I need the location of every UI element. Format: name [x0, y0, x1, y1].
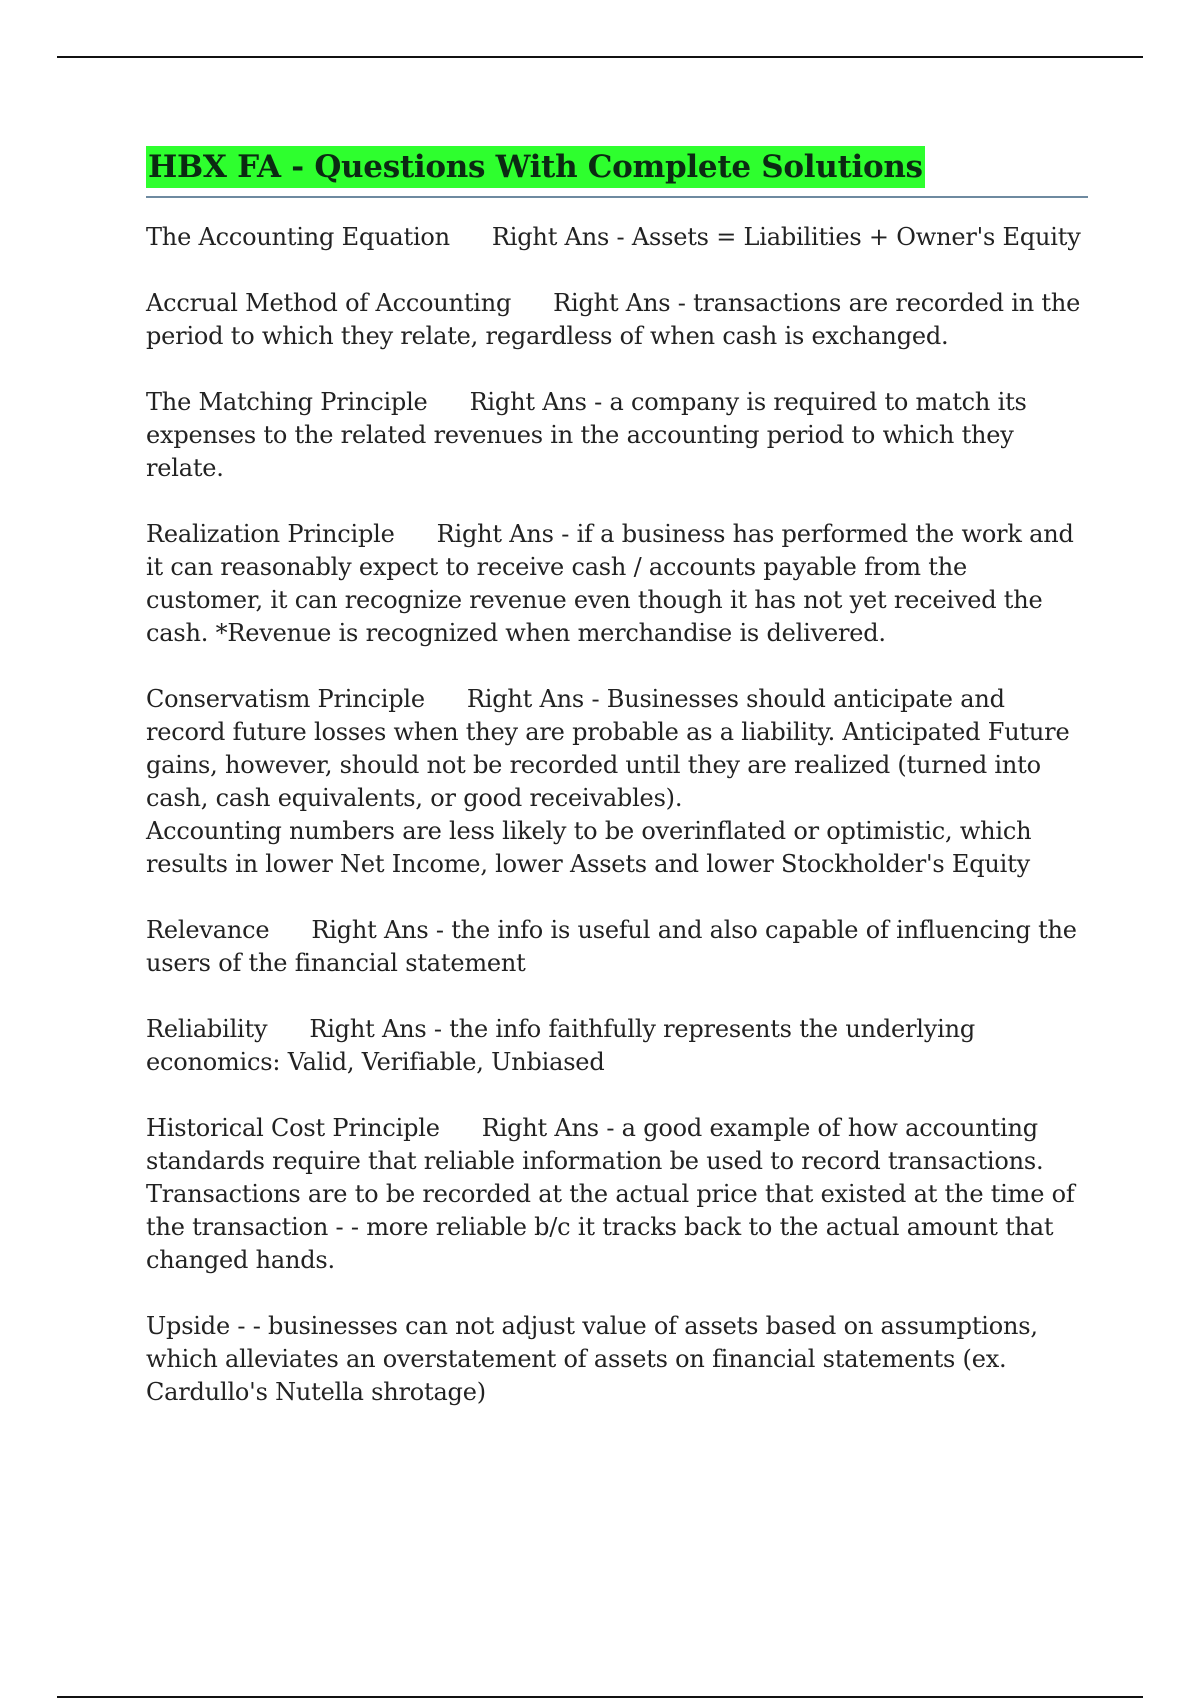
entry-term: The Accounting Equation [146, 223, 450, 251]
entry-answer: Right Ans - Assets = Liabilities + Owner's Equity [491, 223, 1081, 251]
document-title: HBX FA - Questions With Complete Solutions [146, 146, 925, 188]
closing-paragraph: Upside - - businesses can not adjust value of assets based on assumptions, which alleviates an overstatement of assets on financial statements (ex. Cardullo's Nutella shrotage) [146, 1312, 1038, 1406]
entry-answer: Right Ans - a company is required to match its expenses to the related revenues in the accounting period to which they relate. [146, 388, 1027, 482]
entry-accounting-equation [146, 221, 1088, 254]
entry-term: Reliability [146, 1015, 268, 1043]
entry-answer: Right Ans - transactions are recorded in the period to which they relate, regardless of when cash is exchanged. [146, 289, 1081, 350]
entry-answer: Right Ans - Businesses should anticipate and record future losses when they are probable as a liability. Anticipated Future gains, however, should not be recorded until they are realized (turned into cash, cash equivalents, or good receivables). [146, 685, 1070, 812]
entry-conservatism-principle [146, 683, 1088, 815]
entry-relevance [146, 914, 1088, 980]
footer-rule [57, 1696, 1143, 1698]
title-block [146, 146, 1088, 198]
entry-term: Realization Principle [146, 520, 395, 548]
entry-term: The Matching Principle [146, 388, 428, 416]
document-body [146, 146, 1088, 1442]
entry-conservatism-continuation: Accounting numbers are less likely to be overinflated or optimistic, which results in lower Net Income, lower Assets and lower Stockholder's Equity [146, 817, 1032, 878]
entry-reliability [146, 1013, 1088, 1079]
entry-term: Accrual Method of Accounting [146, 289, 512, 317]
entry-answer: Right Ans - if a business has performed the work and it can reasonably expect to receive cash / accounts payable from the customer, it can recognize revenue even though it has not yet received the cash. *Revenue is recognized when merchandise is delivered. [146, 520, 1074, 647]
entry-term: Historical Cost Principle [146, 1114, 440, 1142]
entry-term: Relevance [146, 916, 270, 944]
entry-term: Conservatism Principle [146, 685, 425, 713]
entry-answer: Right Ans - a good example of how accounting standards require that reliable information be used to record transactions. Transactions are to be recorded at the actual price that existed at the time of the transaction - - more reliable b/c it tracks back to the actual amount that changed hands. [146, 1114, 1075, 1274]
header-rule [57, 56, 1143, 58]
entry-answer: Right Ans - the info faithfully represents the underlying economics: Valid, Verifiable, Unbiased [146, 1015, 976, 1076]
entry-historical-cost-principle [146, 1112, 1088, 1277]
entry-realization-principle [146, 518, 1088, 650]
entry-answer: Right Ans - the info is useful and also capable of influencing the users of the financial statement [146, 916, 1077, 977]
entry-matching-principle [146, 386, 1088, 485]
entry-accrual-method [146, 287, 1088, 353]
